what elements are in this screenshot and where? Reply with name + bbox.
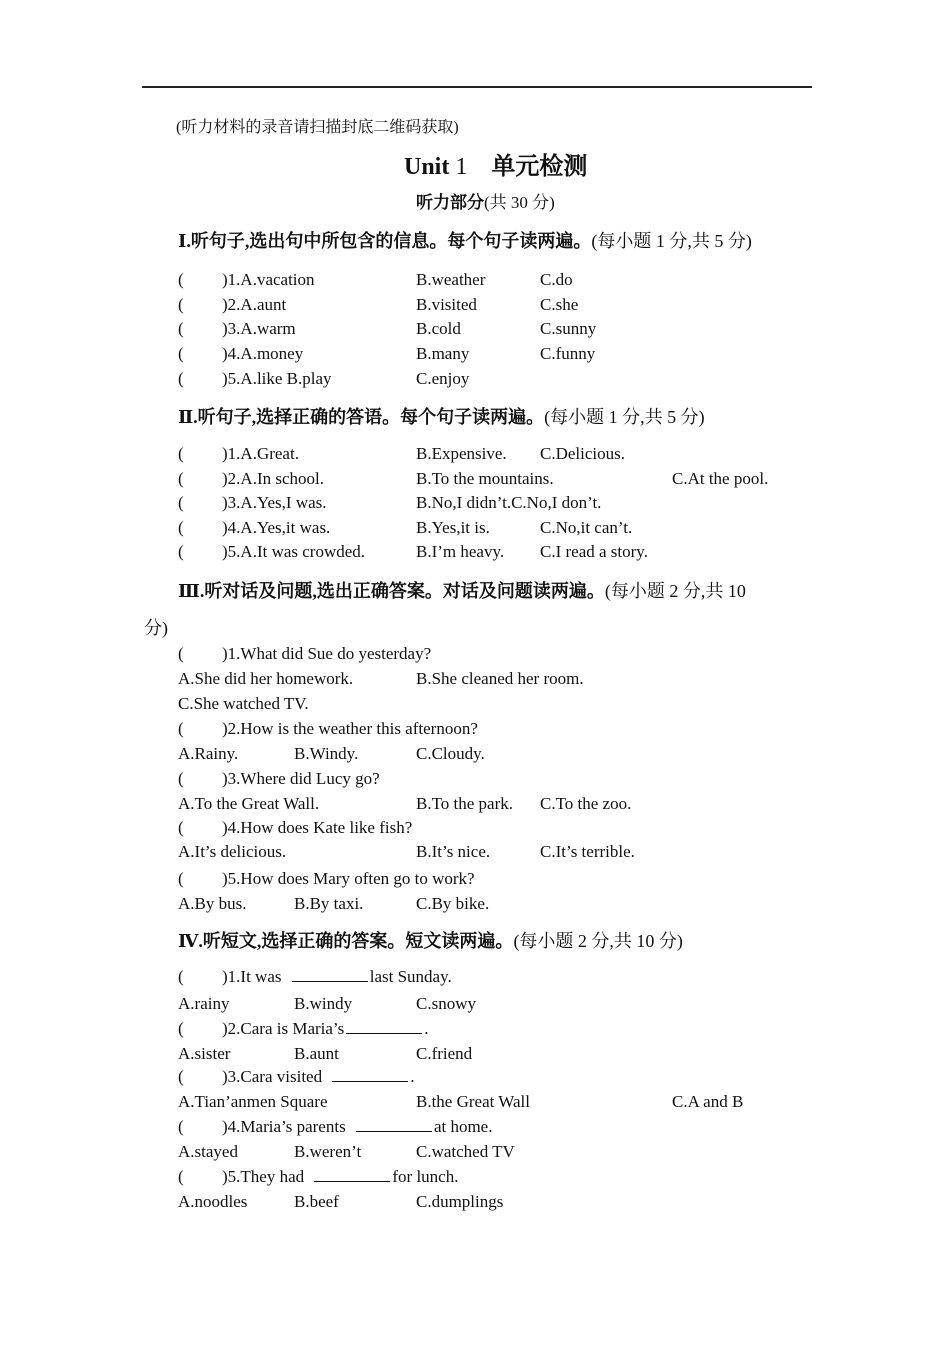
s4-q4-tail: at home. xyxy=(433,1117,493,1136)
s3-q3-c: C.To the zoo. xyxy=(540,794,632,813)
paren: ( xyxy=(178,493,184,512)
s4-q1-a: A.rainy xyxy=(178,994,230,1013)
paren: ( xyxy=(178,1167,184,1186)
s4-q2-tail: . xyxy=(424,1019,429,1038)
s3-q5-a: A.By bus. xyxy=(178,894,247,913)
s2-q1-b: B.Expensive. xyxy=(416,444,507,463)
s4-q3-b: B.the Great Wall xyxy=(416,1092,530,1111)
s2-q4: )4.A.Yes,it was. xyxy=(222,518,331,537)
s2-q3-b: B.No,I didn’t.C.No,I don’t. xyxy=(416,493,602,512)
paren: ( xyxy=(178,869,184,888)
answer-blank xyxy=(332,1067,408,1082)
paren: ( xyxy=(178,542,184,561)
paren: ( xyxy=(178,518,184,537)
s4-q2-c: C.friend xyxy=(416,1044,473,1063)
paren: ( xyxy=(178,1067,184,1086)
answer-blank xyxy=(356,1117,432,1132)
title-number: 1 xyxy=(455,154,468,180)
s1-q1: )1.A.vacation xyxy=(222,270,315,289)
part-heading xyxy=(416,192,555,214)
s3-q5-b: B.By taxi. xyxy=(294,894,364,913)
section-3-score: (每小题 2 分,共 10 xyxy=(604,581,746,601)
paren: ( xyxy=(178,967,184,986)
s3-q1: )1.What did Sue do yesterday? xyxy=(222,644,432,663)
s4-q2-b: B.aunt xyxy=(294,1044,339,1063)
paren: ( xyxy=(178,295,184,314)
s1-q3-c: C.sunny xyxy=(540,319,597,338)
s3-q1-b: B.She cleaned her room. xyxy=(416,669,584,688)
answer-blank xyxy=(292,967,368,982)
answer-blank xyxy=(346,1019,422,1034)
s2-q5: )5.A.It was crowded. xyxy=(222,542,366,561)
s4-q3-a: A.Tian’anmen Square xyxy=(178,1092,328,1111)
section-3-score-cont: 分) xyxy=(144,618,168,638)
s4-q5-tail: for lunch. xyxy=(392,1167,459,1186)
section-2-title: Ⅱ.听句子,选择正确的答语。每个句子读两遍。 xyxy=(178,407,545,427)
s1-q2-b: B.visited xyxy=(416,295,477,314)
s4-q3-c: C.A and B xyxy=(672,1092,744,1111)
s4-q4 xyxy=(222,1116,492,1138)
s1-q4: )4.A.money xyxy=(222,344,304,363)
s4-q5-c: C.dumplings xyxy=(416,1192,504,1211)
s2-q2-c: C.At the pool. xyxy=(672,469,769,488)
s3-q1-c: C.She watched TV. xyxy=(178,694,309,713)
header-note: (听力材料的录音请扫描封底二维码获取) xyxy=(176,119,459,136)
paren: ( xyxy=(178,270,184,289)
section-3-heading xyxy=(178,580,746,602)
s1-q1-b: B.weather xyxy=(416,270,486,289)
s2-q3: )3.A.Yes,I was. xyxy=(222,493,327,512)
s4-q2-a: A.sister xyxy=(178,1044,231,1063)
s2-q5-c: C.I read a story. xyxy=(540,542,648,561)
paren: ( xyxy=(178,719,184,738)
s2-q4-c: C.No,it can’t. xyxy=(540,518,633,537)
s4-q4-stem: )4.Maria’s parents xyxy=(222,1117,346,1136)
s4-q2-stem: )2.Cara is Maria’s xyxy=(222,1019,345,1038)
s1-q1-c: C.do xyxy=(540,270,573,289)
s4-q3-tail: . xyxy=(410,1067,415,1086)
s4-q5-b: B.beef xyxy=(294,1192,339,1211)
s3-q3: )3.Where did Lucy go? xyxy=(222,769,380,788)
section-2-heading xyxy=(178,406,705,428)
paren: ( xyxy=(178,469,184,488)
s2-q2: )2.A.In school. xyxy=(222,469,324,488)
s4-q5-stem: )5.They had xyxy=(222,1167,305,1186)
paren: ( xyxy=(178,319,184,338)
title-unit: Unit xyxy=(404,154,450,180)
s1-q2-c: C.she xyxy=(540,295,579,314)
section-3-title: Ⅲ.听对话及问题,选出正确答案。对话及问题读两遍。 xyxy=(178,581,605,601)
s4-q1-stem: )1.It was xyxy=(222,967,282,986)
s1-q3-b: B.cold xyxy=(416,319,461,338)
page-title xyxy=(404,152,587,182)
s4-q4-b: B.weren’t xyxy=(294,1142,362,1161)
s3-q4-b: B.It’s nice. xyxy=(416,842,491,861)
s4-q1-b: B.windy xyxy=(294,994,353,1013)
s3-q4-a: A.It’s delicious. xyxy=(178,842,287,861)
paren: ( xyxy=(178,644,184,663)
paren: ( xyxy=(178,344,184,363)
section-1-title: Ⅰ.听句子,选出句中所包含的信息。每个句子读两遍。 xyxy=(178,231,592,251)
s1-q3: )3.A.warm xyxy=(222,319,296,338)
s3-q5-c: C.By bike. xyxy=(416,894,490,913)
section-4-heading xyxy=(178,930,683,952)
s4-q4-a: A.stayed xyxy=(178,1142,238,1161)
s3-q3-a: A.To the Great Wall. xyxy=(178,794,320,813)
s2-q1-c: C.Delicious. xyxy=(540,444,625,463)
s4-q4-c: C.watched TV xyxy=(416,1142,515,1161)
section-4-score: (每小题 2 分,共 10 分) xyxy=(513,931,683,951)
s1-q5: )5.A.like B.play xyxy=(222,369,332,388)
paren: ( xyxy=(178,369,184,388)
part-name: 听力部分 xyxy=(416,193,484,212)
section-1-heading xyxy=(178,230,752,252)
paren: ( xyxy=(178,769,184,788)
s2-q5-b: B.I’m heavy. xyxy=(416,542,505,561)
s2-q1: )1.A.Great. xyxy=(222,444,299,463)
s2-q4-b: B.Yes,it is. xyxy=(416,518,490,537)
s3-q4-c: C.It’s terrible. xyxy=(540,842,635,861)
part-score: (共 30 分) xyxy=(484,193,555,212)
s4-q2 xyxy=(222,1018,429,1040)
s3-q5: )5.How does Mary often go to work? xyxy=(222,869,475,888)
s3-q2: )2.How is the weather this afternoon? xyxy=(222,719,478,738)
s1-q2: )2.A.aunt xyxy=(222,295,287,314)
paren: ( xyxy=(178,1117,184,1136)
s4-q1-c: C.snowy xyxy=(416,994,476,1013)
s4-q1-tail: last Sunday. xyxy=(369,967,452,986)
s3-q2-a: A.Rainy. xyxy=(178,744,239,763)
s3-q1-a: A.She did her homework. xyxy=(178,669,354,688)
s1-q4-b: B.many xyxy=(416,344,470,363)
s4-q5 xyxy=(222,1166,458,1188)
paren: ( xyxy=(178,444,184,463)
s4-q3-stem: )3.Cara visited xyxy=(222,1067,323,1086)
title-name: 单元检测 xyxy=(491,154,588,180)
paren: ( xyxy=(178,818,184,837)
top-rule xyxy=(142,86,812,88)
answer-blank xyxy=(314,1167,390,1182)
s3-q4: )4.How does Kate like fish? xyxy=(222,818,413,837)
s2-q2-b: B.To the mountains. xyxy=(416,469,554,488)
s3-q2-c: C.Cloudy. xyxy=(416,744,485,763)
s3-q2-b: B.Windy. xyxy=(294,744,359,763)
section-4-title: Ⅳ.听短文,选择正确的答案。短文读两遍。 xyxy=(178,931,514,951)
s4-q3 xyxy=(222,1066,415,1088)
s1-q4-c: C.funny xyxy=(540,344,596,363)
s4-q5-a: A.noodles xyxy=(178,1192,248,1211)
s1-q5-b: C.enjoy xyxy=(416,369,470,388)
section-1-score: (每小题 1 分,共 5 分) xyxy=(591,231,752,251)
section-2-score: (每小题 1 分,共 5 分) xyxy=(544,407,705,427)
s4-q1 xyxy=(222,966,452,988)
s3-q3-b: B.To the park. xyxy=(416,794,514,813)
paren: ( xyxy=(178,1019,184,1038)
